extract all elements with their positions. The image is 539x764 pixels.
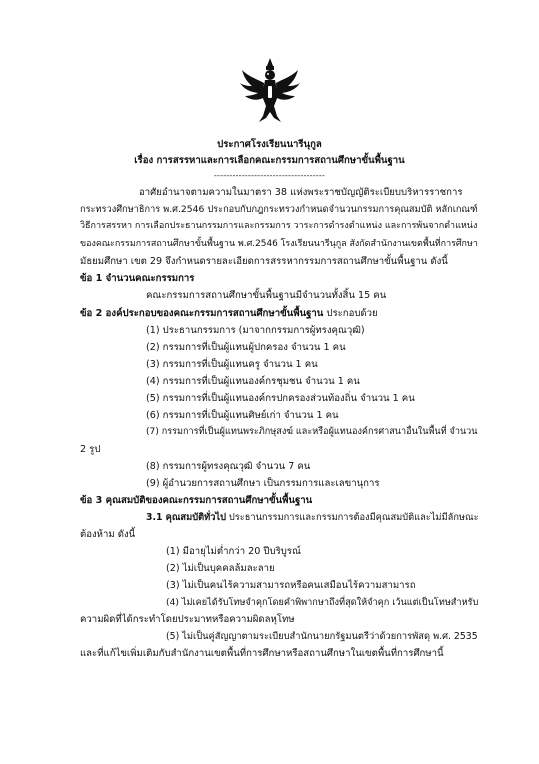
list-item: (6) กรรมการที่เป็นผู้แทนศิษย์เก่า จำนวน 1 คน — [146, 410, 339, 421]
subsection-3-1-text: ประธานกรรมการและกรรมการต้องมีคุณสมบัติและไม่มีลักษณะ — [225, 512, 479, 523]
intro-line: วิธีการสรรหา การเลือกประธานกรรมการและกรรมการ วาระการดำรงตำแหน่ง และการพ้นจากตำแหน่ง — [80, 221, 478, 231]
subsection-3-1 — [146, 511, 479, 524]
list-item: (1) มีอายุไม่ต่ำกว่า 20 ปีบริบูรณ์ — [166, 546, 301, 557]
separator-line: ------------------------------------ — [213, 171, 326, 180]
list-item-continuation: ความผิดที่ได้กระทำโดยประมาทหรือความผิดลหุโทษ — [80, 614, 295, 625]
intro-line: มัธยมศึกษา เขต 29 จึงกำหนดรายละเอียดการสรรหากรรมการสถานศึกษาขั้นพื้นฐาน ดังนี้ — [80, 256, 448, 267]
list-item-continuation: และที่แก้ไขเพิ่มเติมกับสำนักงานเขตพื้นที่การศึกษาหรือสถานศึกษาในเขตพื้นที่การศึกษานี้ — [80, 648, 444, 659]
list-item-continuation: 2 รูป — [80, 444, 101, 455]
section-3-heading: ข้อ 3 คุณสมบัติของคณะกรรมการสถานศึกษาขั้นพื้นฐาน — [80, 495, 313, 506]
section-2-heading-bold: ข้อ 2 องค์ประกอบของคณะกรรมการสถานศึกษาขั้นพื้นฐาน — [80, 308, 324, 319]
list-item: (2) กรรมการที่เป็นผู้แทนผู้ปกครอง จำนวน 1 คน — [146, 342, 346, 353]
intro-line: กระทรวงศึกษาธิการ พ.ศ.2546 ประกอบกับกฎกระทรวงกำหนดจำนวนกรรมการคุณสมบัติ หลักเกณฑ์ — [80, 204, 478, 215]
subsection-3-1-continuation: ต้องห้าม ดังนี้ — [80, 529, 136, 540]
subsection-3-1-title: 3.1 คุณสมบัติทั่วไป — [146, 512, 226, 523]
intro-line: ของคณะกรรมการสถานศึกษาขั้นพื้นฐาน พ.ศ.2546 โรงเรียนนารีนุกูล สังกัดสำนักงานเขตพื้นที่การศึกษา — [80, 239, 478, 249]
list-item: (8) กรรมการผู้ทรงคุณวุฒิ จำนวน 7 คน — [146, 461, 311, 472]
list-item: (2) ไม่เป็นบุคคลล้มละลาย — [166, 563, 275, 574]
announcement-title: ประกาศโรงเรียนนารีนุกูล — [217, 139, 322, 150]
list-item: (3) กรรมการที่เป็นผู้แทนครู จำนวน 1 คน — [146, 359, 318, 370]
list-item: (7) กรรมการที่เป็นผู้แทนพระภิกษุสงฆ์ และหรือผู้แทนองค์กรศาสนาอื่นในพื้นที่ จำนวน — [146, 427, 478, 437]
intro-line: อาศัยอำนาจตามความในมาตรา 38 แห่งพระราชบัญญัติระเบียบบริหารราชการ — [139, 187, 463, 198]
section-2-heading-tail: ประกอบด้วย — [323, 308, 378, 319]
list-item: (3) ไม่เป็นคนไร้ความสามารถหรือคนเสมือนไร้ความสามารถ — [166, 580, 416, 591]
list-item: (9) ผู้อำนวยการสถานศึกษา เป็นกรรมการและเลขานุการ — [146, 478, 380, 489]
list-item: (4) กรรมการที่เป็นผู้แทนองค์กรชุมชน จำนวน 1 คน — [146, 376, 360, 387]
section-1-heading: ข้อ 1 จำนวนคณะกรรมการ — [80, 273, 195, 284]
section-2-heading — [80, 307, 378, 320]
garuda-emblem-icon — [239, 56, 301, 126]
section-1-text: คณะกรรมการสถานศึกษาขั้นพื้นฐานมีจำนวนทั้งสิ้น 15 คน — [146, 290, 387, 301]
list-item: (5) กรรมการที่เป็นผู้แทนองค์กรปกครองส่วนท้องถิ่น จำนวน 1 คน — [146, 393, 415, 404]
list-item: (4) ไม่เคยได้รับโทษจำคุกโดยคำพิพากษาถึงที่สุดให้จำคุก เว้นแต่เป็นโทษสำหรับ — [166, 597, 479, 608]
announcement-subject: เรื่อง การสรรหาและการเลือกคณะกรรมการสถานศึกษาขั้นพื้นฐาน — [134, 155, 405, 166]
list-item: (1) ประธานกรรมการ (มาจากกรรมการผู้ทรงคุณวุฒิ) — [146, 325, 365, 336]
list-item: (5) ไม่เป็นคู่สัญญาตามระเบียบสำนักนายกรัฐมนตรีว่าด้วยการพัสดุ พ.ศ. 2535 — [166, 631, 478, 642]
